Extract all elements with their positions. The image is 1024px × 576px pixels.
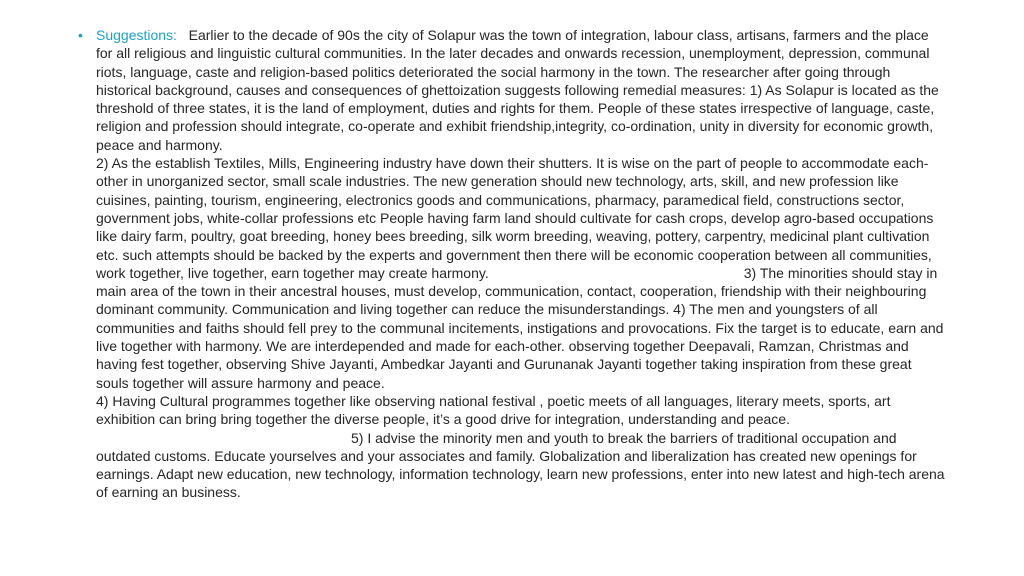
paragraph-2-text: 2) As the establish Textiles, Mills, Engineering industry have down their shutters. It is wise on the part of people to accommodate each-other in unorganized sector, small scale industries. The new generation should new technology, arts, skill, and new profession like cuisines, painting, tourism, engineering, electronics goods and communications, pharmacy, paramedical field, constructions sector, government jobs, white-collar professions etc People having farm land should cultivate for cash crops, develop agro-based occupations like dairy farm, poultry, goat breeding, honey bees breeding, silk worm breeding, weaving, pottery, carpentry, medicinal plant cultivation etc. such attempts should be backed by the experts and government then there will be economic cooperation between all communities, work together, live together, earn together may create harmony.: [96, 155, 934, 281]
suggestions-heading: Suggestions:: [96, 27, 177, 43]
paragraph-3b-text: 5) I advise the minority men and youth to break the barriers of traditional occupation and outdated customs. Educate yourselves and your associates and family. Globalization and liberalization has created new openings for earnings. Adapt new education, new technology, information technology, learn new professions, enter into new latest and high-tech arena of earning an business.: [96, 429, 945, 501]
paragraph-2b-text: 3) The minorities should stay in main area of the town in their ancestral houses, must develop, communication, contact, cooperation, friendship with their neighbouring dominant community. Communication and living together can reduce the misunderstandings. 4) The men and youngsters of all communities and faiths should fell prey to the communal incitements, instigations and provocations. Fix the target is to educate, earn and live together with harmony. We are interdepended and made for each-other. observing together Deepavali, Ramzan, Christmas and having fest together, observing Shive Jayanti, Ambedkar Jayanti and Gurunanak Jayanti together taking inspiration from these great souls together will assure harmony and peace.: [96, 264, 944, 391]
suggestions-bullet: [78, 26, 948, 502]
bullet-dot-icon: •: [78, 27, 83, 43]
paragraph-3: [96, 392, 948, 502]
paragraph-2: [96, 154, 948, 392]
paragraph-3-text: 4) Having Cultural programmes together like observing national festival , poetic meets of all languages, literary meets, sports, art exhibition can bring bring together the diverse people, it’s a good drive for integration, understanding and peace.: [96, 392, 891, 428]
paragraph-1: [96, 26, 948, 154]
paragraph-1-text: Earlier to the decade of 90s the city of Solapur was the town of integration, labour class, artisans, farmers and the place for all religious and linguistic cultural communities. In the later decades and onwards recession, unemployment, depression, communal riots, language, caste and religion-based politics deteriorated the social harmony in the town. The researcher after going through historical background, causes and consequences of ghettoization suggests following remedial measures: 1) As Solapur is located as the threshold of three states, it is the land of employment, duties and rights for them. People of these states irrespective of language, caste, religion and profession should integrate, co-operate and exhibit friendship,integrity, co-ordination, unity in diversity for economic growth, peace and harmony.: [96, 27, 939, 153]
